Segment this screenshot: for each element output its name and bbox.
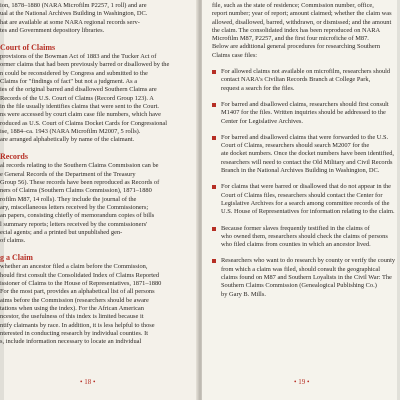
text-line: For barred and disallowed claims, researchers should first consult (221, 100, 389, 108)
section-heading-records: Records (0, 152, 28, 162)
text-line: ners of Claims (Southern Claims Commission), 1871–1880 (0, 187, 152, 195)
bullet-item (212, 134, 397, 175)
text-line: Because former slaves frequently testified in the claims of (221, 224, 370, 232)
right-page (202, 0, 400, 400)
bullet-item (212, 183, 397, 216)
text-line: Group 56). These records have been reproduced as Records of (0, 179, 160, 187)
text-line: ual at the National Archives Building in Washington, DC. (0, 10, 148, 18)
text-line: e General Records of the Department of the Treasury (0, 170, 136, 178)
right-page-text (212, 0, 397, 299)
text-line: For allowed claims not available on microfilm, researchers should (221, 68, 391, 76)
text-line: in the file usually identifies claims that were sent to the Court. (0, 102, 160, 110)
bullet-item (212, 101, 397, 126)
text-line: claims found on M87 and Southern Loyalists in the Civil War: The (221, 274, 392, 282)
bullet-item (212, 68, 397, 93)
text-line: of claims. (0, 237, 26, 245)
bullet-square-icon (212, 259, 216, 263)
text-line: ntify claimants by race. In addition, it is less helpful to those (0, 321, 155, 329)
text-line: roduced as U.S. Court of Claims Docket Cards for Congressional (0, 119, 168, 127)
bullet-square-icon (212, 70, 216, 74)
page-number-right: • 19 • (294, 378, 310, 386)
text-line: ncestor, the usefulness of this index is limited because it (0, 313, 144, 321)
text-line: U.S. House of Representatives for information relating to the claim. (221, 208, 395, 216)
bullet-square-icon (212, 185, 216, 189)
text-line: from which a claim was filed, should consult the geographical (221, 265, 381, 273)
text-line: Center for Legislative Archives. (221, 117, 303, 125)
text-line: Records of the U.S. Court of Claims (Record Group 123). A (0, 94, 154, 102)
text-line: For the most part, provides an alphabetical list of all persons (0, 288, 155, 296)
text-line: the claim. The consolidated index has been reproduced on NARA (212, 26, 381, 34)
text-line: Claims case files: (212, 51, 258, 59)
text-line: s, include information necessary to locate an individual (0, 338, 142, 346)
text-line: researchers will need to contact the Old Military and Civil Records (221, 158, 393, 166)
text-line: al records relating to the Southern Claims Commission can be (0, 162, 159, 170)
text-line: tations when using the index). For the African American (0, 304, 144, 312)
bullet-item (212, 257, 397, 298)
text-line: nterested in conducting research by individual counties. It (0, 329, 149, 337)
text-line: ion, 1878–1880 (NARA Microfilm P2257, 1 roll) and are (0, 2, 147, 9)
text-line: by Gary B. Mills. (221, 290, 266, 298)
text-line: Researchers who want to do research by county or verify the county (221, 257, 396, 265)
text-line: ate docket numbers. Once the docket numbers have been identified, (221, 150, 395, 158)
left-page-text (0, 0, 176, 346)
page-number-left: • 18 • (80, 378, 96, 386)
bullet-square-icon (212, 136, 216, 140)
left-page (0, 0, 198, 400)
text-line: hat are available at some NARA regional records serv- (0, 18, 140, 26)
text-line: who owned them, researchers should check the claims of persons (221, 232, 388, 240)
text-line: ecial agents; and a printed but unpublished gen- (0, 228, 123, 236)
text-line: M1407 for the files. Written inquiries should be addressed to the (221, 109, 386, 117)
text-line: report number; year of report; amount claimed; whether the claim was (212, 10, 392, 18)
text-line: For barred and disallowed claims that were forwarded to the U.S. (221, 133, 389, 141)
text-line: file, such as the state of residence; Commission number, office, (212, 2, 374, 9)
text-line: issioner of Claims to the House of Representatives, 1871–1880 (0, 280, 162, 288)
text-line: request a search for the files. (221, 84, 295, 92)
text-line: whether an ancestor filed a claim before the Commission, (0, 263, 148, 271)
text-line: allowed, disallowed, barred, withdrawn, or dismissed; and the amount (212, 18, 392, 26)
text-line: aims before the Commission (researchers should be aware (0, 296, 149, 304)
text-line: an papers, consisting chiefly of memorandum copies of bills (0, 212, 155, 220)
bullet-square-icon (212, 103, 216, 107)
text-line: Branch in the National Archives Building in Washington, DC. (221, 167, 380, 175)
text-line: Legislative Archives for a search among committee records of the (221, 199, 390, 207)
text-line: contact NARA's Civilian Records Branch at College Park, (221, 76, 371, 84)
text-line: ies of the original barred and disallowed Southern Claims are (0, 86, 157, 94)
text-line: Microfilm M87, P2257, and the first four microfiche of M87. (212, 35, 369, 43)
text-line: tes and Government depository libraries. (0, 26, 105, 34)
text-line: are arranged alphabetically by name of the claimant. (0, 136, 135, 144)
text-line: who filed claims from counties in which an ancestor lived. (221, 241, 371, 249)
text-line: rofilm M87, 14 rolls). They include the journal of the (0, 195, 137, 203)
section-heading-locating-a-claim: g a Claim (0, 253, 33, 263)
bullet-square-icon (212, 227, 216, 231)
bullet-item (212, 225, 397, 250)
text-line: Court of Claims files, researchers should contact the Center for (221, 191, 383, 199)
text-line: Southern Claims Commission (Genealogical Publishing Co.) (221, 282, 377, 290)
text-line: For claims that were barred or disallowed that do not appear in the (221, 183, 392, 191)
section-heading-court-of-claims: Court of Claims (0, 43, 56, 53)
text-line: ormer claims that had been previously barred or disallowed by the (0, 61, 170, 69)
text-line: provisions of the Bowman Act of 1883 and the Tucker Act of (0, 53, 157, 61)
text-line: n could be reconsidered by Congress and submitted to the (0, 69, 148, 77)
text-line: hould first consult the Consolidated Index of Claims Reported (0, 271, 160, 279)
text-line: Court of Claims, researchers should search M2007 for the (221, 142, 370, 150)
text-line: ary, miscellaneous letters received by the Commissioners; (0, 203, 149, 211)
text-line: Claims for "findings of fact" but not a judgment. As a (0, 78, 138, 86)
text-line: Below are additional general procedures for researching Southern (212, 43, 381, 51)
text-line: ise, 1884–ca. 1943 (NARA Microfilm M2007, 5 rolls). (0, 127, 141, 135)
text-line: ns were accessed by court claim case file numbers, which have (0, 111, 161, 119)
text-line: l summary reports; letters received by the commissioners' (0, 220, 148, 228)
